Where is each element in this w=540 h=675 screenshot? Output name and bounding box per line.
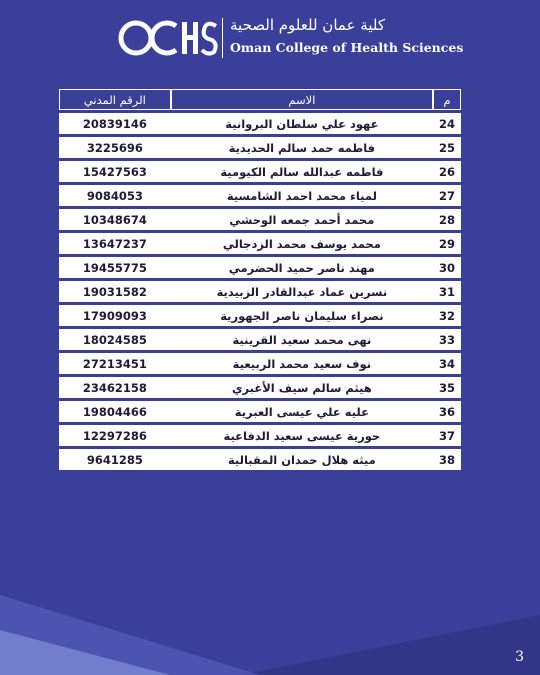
civil-id: 20839146 [59, 113, 171, 134]
table-row [59, 281, 461, 302]
civil-id: 27213451 [59, 353, 171, 374]
student-name: عهود علي سلطان البروانية [171, 113, 433, 134]
civil-id: 9641285 [59, 449, 171, 470]
row-number: 36 [433, 401, 461, 422]
civil-id: 23462158 [59, 377, 171, 398]
row-number: 25 [433, 137, 461, 158]
student-name: فاطمه عبدالله سالم الكيومية [171, 161, 433, 182]
student-name: لمياء محمد احمد الشامسية [171, 185, 433, 206]
student-name: محمد أحمد جمعه الوحشي [171, 209, 433, 230]
row-number: 27 [433, 185, 461, 206]
students-table [59, 86, 461, 473]
table-row [59, 377, 461, 398]
civil-id: 19455775 [59, 257, 171, 278]
civil-id: 19804466 [59, 401, 171, 422]
civil-id: 10348674 [59, 209, 171, 230]
table-header-row [59, 89, 461, 110]
row-number: 34 [433, 353, 461, 374]
table-row [59, 401, 461, 422]
table-row [59, 353, 461, 374]
background-shape [0, 630, 170, 675]
civil-id: 9084053 [59, 185, 171, 206]
college-name-english: Oman College of Health Sciences [230, 40, 464, 55]
table-row [59, 449, 461, 470]
college-name-arabic: كلية عمان للعلوم الصحية [230, 16, 385, 34]
logo-divider [222, 18, 223, 58]
row-number: 38 [433, 449, 461, 470]
column-header-number: م [433, 89, 461, 110]
table-row [59, 185, 461, 206]
table-row [59, 425, 461, 446]
column-header-name: الاسم [171, 89, 433, 110]
row-number: 35 [433, 377, 461, 398]
civil-id: 18024585 [59, 329, 171, 350]
row-number: 28 [433, 209, 461, 230]
table-row [59, 161, 461, 182]
row-number: 33 [433, 329, 461, 350]
table-row [59, 209, 461, 230]
student-name: حورية عيسى سعيد الدفاعية [171, 425, 433, 446]
ochs-logo-icon [118, 16, 218, 60]
college-header [118, 14, 464, 62]
student-name: عليه علي عيسى العبرية [171, 401, 433, 422]
background-shape [240, 615, 540, 675]
civil-id: 12297286 [59, 425, 171, 446]
civil-id: 3225696 [59, 137, 171, 158]
student-name: نصراء سليمان ناصر الجهورية [171, 305, 433, 326]
table-row [59, 305, 461, 326]
table-row [59, 137, 461, 158]
civil-id: 15427563 [59, 161, 171, 182]
civil-id: 17909093 [59, 305, 171, 326]
student-name: فاطمه حمد سالم الحديدية [171, 137, 433, 158]
civil-id: 19031582 [59, 281, 171, 302]
civil-id: 13647237 [59, 233, 171, 254]
table-row [59, 329, 461, 350]
student-name: هيثم سالم سيف الأغبري [171, 377, 433, 398]
student-name: نهى محمد سعيد القرينية [171, 329, 433, 350]
table-row [59, 257, 461, 278]
column-header-civil-id: الرقم المدني [59, 89, 171, 110]
row-number: 37 [433, 425, 461, 446]
student-name: محمد يوسف محمد الزدجالي [171, 233, 433, 254]
page-number: 3 [515, 649, 524, 665]
row-number: 31 [433, 281, 461, 302]
row-number: 32 [433, 305, 461, 326]
row-number: 26 [433, 161, 461, 182]
row-number: 24 [433, 113, 461, 134]
student-name: ميثه هلال حمدان المقبالية [171, 449, 433, 470]
row-number: 29 [433, 233, 461, 254]
student-name: نسرين عماد عبدالقادر الزبيدية [171, 281, 433, 302]
student-name: نوف سعيد محمد الربيعية [171, 353, 433, 374]
table-row [59, 113, 461, 134]
student-name: مهند ناصر حميد الحضرمي [171, 257, 433, 278]
table-row [59, 233, 461, 254]
row-number: 30 [433, 257, 461, 278]
